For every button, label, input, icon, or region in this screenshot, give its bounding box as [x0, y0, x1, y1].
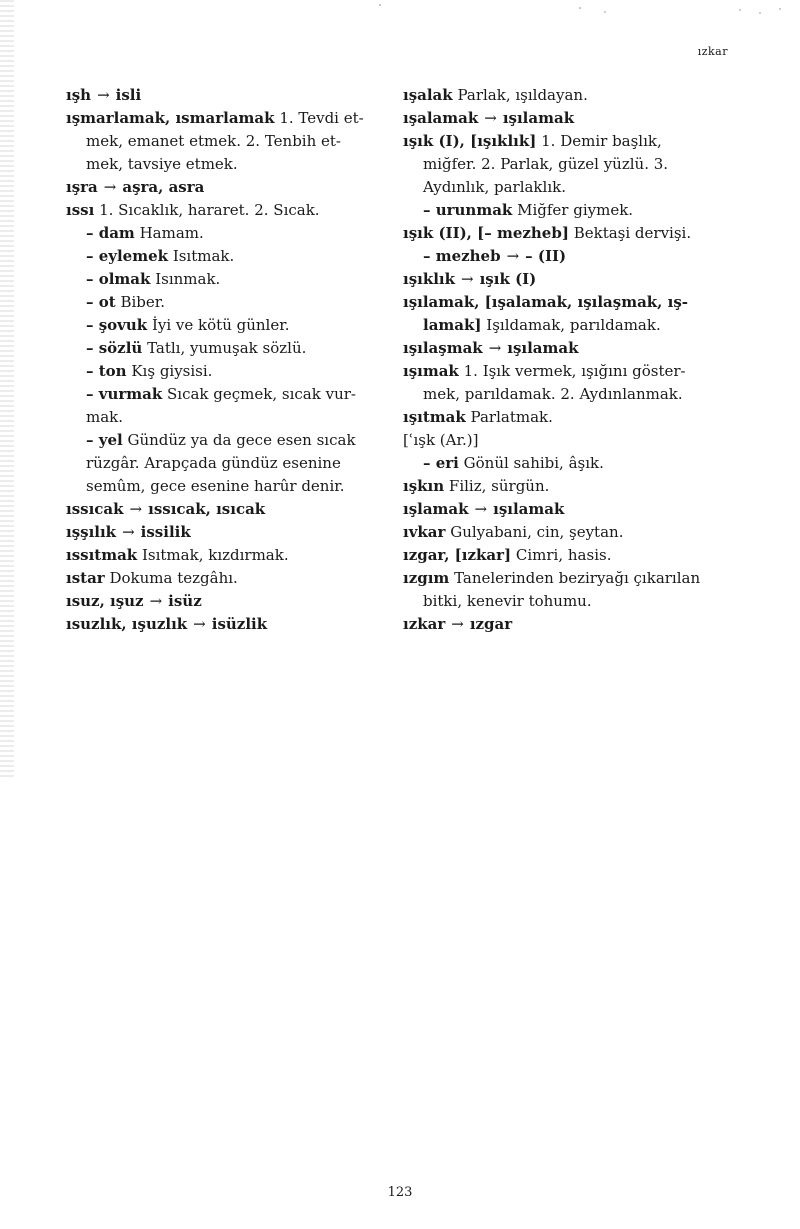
- subentry-headword: – urunmak: [423, 201, 513, 219]
- entry-headword: ışkın: [403, 477, 445, 495]
- definition-continuation: semûm, gece esenine harûr denir.: [86, 477, 345, 495]
- headword-continuation: lamak]: [423, 316, 482, 334]
- entry-line: [66, 176, 396, 199]
- definition-text: Cimri, hasis.: [515, 546, 612, 564]
- definition-text: 1. Tevdi et-: [279, 109, 364, 127]
- cross-reference-arrow: →: [129, 500, 143, 518]
- entry-line: [403, 567, 738, 590]
- definition-text: Tatlı, yumuşak sözlü.: [147, 339, 307, 357]
- cross-reference-arrow: →: [474, 500, 488, 518]
- page-number: 123: [387, 1185, 413, 1200]
- subentry-headword: – ot: [86, 293, 116, 311]
- entry-line: [66, 84, 396, 107]
- definition-text: 1. Sıcaklık, hararet. 2. Sıcak.: [99, 201, 320, 219]
- cross-reference-target: isüz: [168, 592, 202, 610]
- cross-reference-target: issilik: [140, 523, 191, 541]
- entry-headword: ışlamak: [403, 500, 469, 518]
- entry-headword: ıvkar: [403, 523, 446, 541]
- definition-text: Miğfer giymek.: [517, 201, 634, 219]
- cross-reference-arrow: →: [193, 615, 206, 633]
- cross-reference-arrow: →: [451, 615, 464, 633]
- definition-text: Parlak, ışıldayan.: [457, 86, 588, 104]
- entry-headword: ışık (II), [– mezheb]: [403, 224, 569, 242]
- cross-reference-target: ışılamak: [507, 339, 579, 357]
- entry-line: [403, 383, 738, 406]
- entry-line: [403, 107, 738, 130]
- definition-text: Gündüz ya da gece esen sıcak: [127, 431, 356, 449]
- entry-line: [403, 337, 738, 360]
- entry-headword: ıssıtmak: [66, 546, 138, 564]
- definition-continuation: mak.: [86, 408, 124, 426]
- entry-line: [403, 130, 738, 153]
- definition-text: Sıcak geçmek, sıcak vur-: [167, 385, 356, 403]
- cross-reference-arrow: →: [484, 109, 497, 127]
- cross-reference-target: isüzlik: [211, 615, 268, 633]
- entry-headword: ızgım: [403, 569, 450, 587]
- entry-line: [66, 383, 396, 406]
- subentry-headword: – şovuk: [86, 316, 148, 334]
- entry-headword: ıssı: [66, 201, 95, 219]
- entry-line: [66, 130, 396, 153]
- entry-line: [403, 475, 738, 498]
- entry-line: [403, 406, 738, 429]
- entry-line: [66, 406, 396, 429]
- cross-reference-arrow: →: [506, 247, 520, 265]
- definition-text: Işıldamak, parıldamak.: [486, 316, 661, 334]
- definition-text: Gulyabani, cin, şeytan.: [450, 523, 624, 541]
- subentry-headword: – vurmak: [86, 385, 163, 403]
- entry-line: [403, 452, 738, 475]
- entry-line: [403, 360, 738, 383]
- entry-line: [66, 429, 396, 452]
- subentry-headword: – eri: [423, 454, 459, 472]
- print-specks: [360, 0, 800, 22]
- left-column: [66, 84, 396, 636]
- cross-reference-arrow: →: [103, 178, 117, 196]
- entry-headword: ızgar, [ızkar]: [403, 546, 512, 564]
- entry-line: [66, 567, 396, 590]
- cross-reference-target: aşra, asra: [122, 178, 205, 196]
- cross-reference-arrow: →: [488, 339, 502, 357]
- definition-continuation: mek, tavsiye etmek.: [86, 155, 238, 173]
- cross-reference-arrow: →: [149, 592, 163, 610]
- subentry-headword: – mezheb: [423, 247, 501, 265]
- definition-text: Tanelerinden beziryağı çıkarılan: [454, 569, 701, 587]
- entry-headword: ıssıcak: [66, 500, 124, 518]
- cross-reference-target: ışılamak: [502, 109, 575, 127]
- subentry-headword: – dam: [86, 224, 135, 242]
- entry-headword: ışalak: [403, 86, 453, 104]
- entry-line: [66, 452, 396, 475]
- entry-line: [66, 613, 396, 636]
- definition-text: Dokuma tezgâhı.: [109, 569, 238, 587]
- entry-headword: ışık (I), [ışıklık]: [403, 132, 537, 150]
- definition-text: Filiz, sürgün.: [448, 477, 550, 495]
- subentry-headword: – ton: [86, 362, 127, 380]
- cross-reference-target: – (II): [525, 247, 567, 265]
- entry-line: [403, 521, 738, 544]
- entry-line: [403, 613, 738, 636]
- entry-line: [66, 314, 396, 337]
- entry-headword: ışra: [66, 178, 98, 196]
- running-head: ızkar: [697, 45, 728, 58]
- entry-line: [66, 199, 396, 222]
- definition-text: Isıtmak, kızdırmak.: [141, 546, 289, 564]
- entry-line: [66, 590, 396, 613]
- entry-line: [66, 521, 396, 544]
- cross-reference-arrow: →: [97, 86, 110, 104]
- cross-reference-arrow: →: [122, 523, 135, 541]
- definition-text: Bektaşi dervişi.: [573, 224, 692, 242]
- definition-continuation: mek, emanet etmek. 2. Tenbih et-: [86, 132, 341, 150]
- definition-text: 1. Demir başlık,: [541, 132, 662, 150]
- entry-line: [66, 337, 396, 360]
- cross-reference-target: ışık (I): [479, 270, 537, 288]
- entry-line: [66, 475, 396, 498]
- entry-headword: ışıklık: [403, 270, 456, 288]
- page-edge-shadow: [0, 0, 14, 780]
- cross-reference-arrow: →: [461, 270, 474, 288]
- etymology-note: [ʿışk (Ar.)]: [403, 431, 479, 449]
- definition-continuation: mek, parıldamak. 2. Aydınlanmak.: [423, 385, 683, 403]
- entry-headword: ısuz, ışuz: [66, 592, 144, 610]
- entry-line: [403, 498, 738, 521]
- entry-line: [403, 199, 738, 222]
- entry-line: [403, 222, 738, 245]
- entry-line: [66, 291, 396, 314]
- cross-reference-target: ıssıcak, ısıcak: [148, 500, 266, 518]
- entry-headword: ışşılık: [66, 523, 117, 541]
- entry-line: [403, 153, 738, 176]
- entry-line: [403, 84, 738, 107]
- entry-headword: ışılamak, [ışalamak, ışılaşmak, ış-: [403, 293, 688, 311]
- subentry-headword: – olmak: [86, 270, 151, 288]
- entry-line: [403, 245, 738, 268]
- entry-line: [403, 291, 738, 314]
- entry-headword: ızkar: [403, 615, 446, 633]
- entry-headword: ıstar: [66, 569, 105, 587]
- entry-line: [403, 268, 738, 291]
- definition-continuation: Aydınlık, parlaklık.: [423, 178, 566, 196]
- definition-text: Isıtmak.: [172, 247, 235, 265]
- subentry-headword: – yel: [86, 431, 123, 449]
- definition-text: İyi ve kötü günler.: [151, 316, 290, 334]
- definition-text: Isınmak.: [155, 270, 221, 288]
- cross-reference-target: isli: [115, 86, 142, 104]
- subentry-headword: – eylemek: [86, 247, 169, 265]
- definition-text: Hamam.: [139, 224, 204, 242]
- entry-headword: ışh: [66, 86, 92, 104]
- definition-text: Kış giysisi.: [131, 362, 213, 380]
- entry-headword: ışımak: [403, 362, 459, 380]
- definition-continuation: rüzgâr. Arapçada gündüz esenine: [86, 454, 341, 472]
- right-column: [403, 84, 738, 636]
- entry-line: [66, 498, 396, 521]
- subentry-headword: – sözlü: [86, 339, 143, 357]
- entry-line: [66, 360, 396, 383]
- entry-headword: ışalamak: [403, 109, 479, 127]
- entry-line: [66, 544, 396, 567]
- definition-continuation: bitki, kenevir tohumu.: [423, 592, 592, 610]
- entry-line: [403, 314, 738, 337]
- definition-text: Biber.: [120, 293, 166, 311]
- entry-headword: ısuzlık, ışuzlık: [66, 615, 188, 633]
- definition-text: 1. Işık vermek, ışığını göster-: [463, 362, 686, 380]
- entry-headword: ışmarlamak, ısmarlamak: [66, 109, 275, 127]
- entry-line: [403, 176, 738, 199]
- entry-headword: ışıtmak: [403, 408, 466, 426]
- entry-headword: ışılaşmak: [403, 339, 483, 357]
- definition-text: Parlatmak.: [470, 408, 553, 426]
- entry-line: [66, 245, 396, 268]
- entry-line: [66, 268, 396, 291]
- definition-text: Gönül sahibi, âşık.: [463, 454, 604, 472]
- entry-line: [66, 222, 396, 245]
- entry-line: [403, 429, 738, 452]
- definition-continuation: miğfer. 2. Parlak, güzel yüzlü. 3.: [423, 155, 669, 173]
- entry-line: [403, 544, 738, 567]
- cross-reference-target: ızgar: [469, 615, 513, 633]
- entry-line: [403, 590, 738, 613]
- cross-reference-target: ışılamak: [493, 500, 565, 518]
- entry-line: [66, 153, 396, 176]
- entry-line: [66, 107, 396, 130]
